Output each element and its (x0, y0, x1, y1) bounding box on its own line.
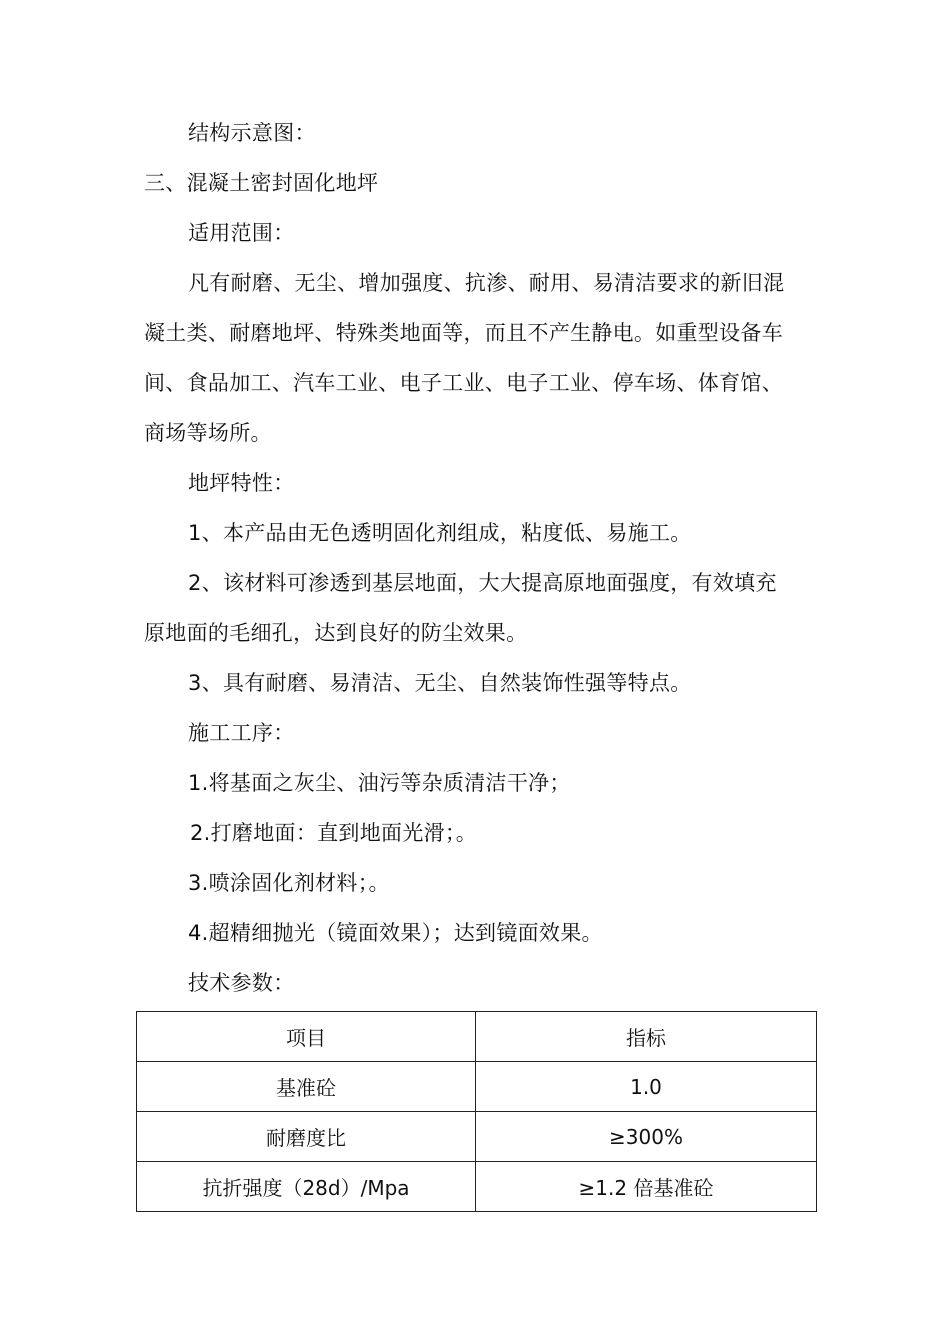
table-row (137, 1062, 817, 1112)
process-step: 4.超精细抛光（镜面效果）；达到镜面效果。 (188, 921, 603, 945)
table-header-row (137, 1012, 817, 1062)
process-step: 2.打磨地面：直到地面光滑；。 (190, 821, 478, 845)
table-cell: 抗折强度（28d）/Mpa (137, 1162, 476, 1212)
table-cell: ≥300% (476, 1112, 817, 1162)
table-row (137, 1162, 817, 1212)
feature-item-continued: 原地面的毛细孔，达到良好的防尘效果。 (144, 621, 528, 645)
subheading-process: 施工工序： (188, 721, 295, 745)
table-cell: 耐磨度比 (137, 1112, 476, 1162)
process-step: 3.喷涂固化剂材料；。 (188, 871, 390, 895)
tech-params-table (136, 1011, 817, 1212)
table-row (137, 1112, 817, 1162)
feature-item: 3、具有耐磨、易清洁、无尘、自然装饰性强等特点。 (188, 671, 692, 695)
feature-item: 2、该材料可渗透到基层地面，大大提高原地面强度，有效填充 (188, 571, 777, 595)
feature-item: 1、本产品由无色透明固化剂组成，粘度低、易施工。 (188, 521, 692, 545)
paragraph-line: 凡有耐磨、无尘、增加强度、抗渗、耐用、易清洁要求的新旧混 (188, 271, 785, 295)
table-cell: ≥1.2 倍基准砼 (476, 1162, 817, 1212)
table-header-indicator: 指标 (476, 1012, 817, 1062)
subheading-scope: 适用范围： (188, 221, 295, 245)
table-header-item: 项目 (137, 1012, 476, 1062)
table-cell: 1.0 (476, 1062, 817, 1112)
subheading-features: 地坪特性： (188, 471, 295, 495)
paragraph-line: 商场等场所。 (144, 421, 272, 445)
process-step: 1.将基面之灰尘、油污等杂质清洁干净； (188, 771, 571, 795)
subheading-tech-params: 技术参数： (188, 971, 295, 995)
paragraph-line: 凝土类、耐磨地坪、特殊类地面等，而且不产生静电。如重型设备车 (144, 321, 783, 345)
paragraph-line: 间、食品加工、汽车工业、电子工业、电子工业、停车场、体育馆、 (144, 371, 783, 395)
section-heading: 三、混凝土密封固化地坪 (144, 171, 379, 195)
caption-structure-diagram: 结构示意图： (188, 121, 316, 145)
table-cell: 基准砼 (137, 1062, 476, 1112)
